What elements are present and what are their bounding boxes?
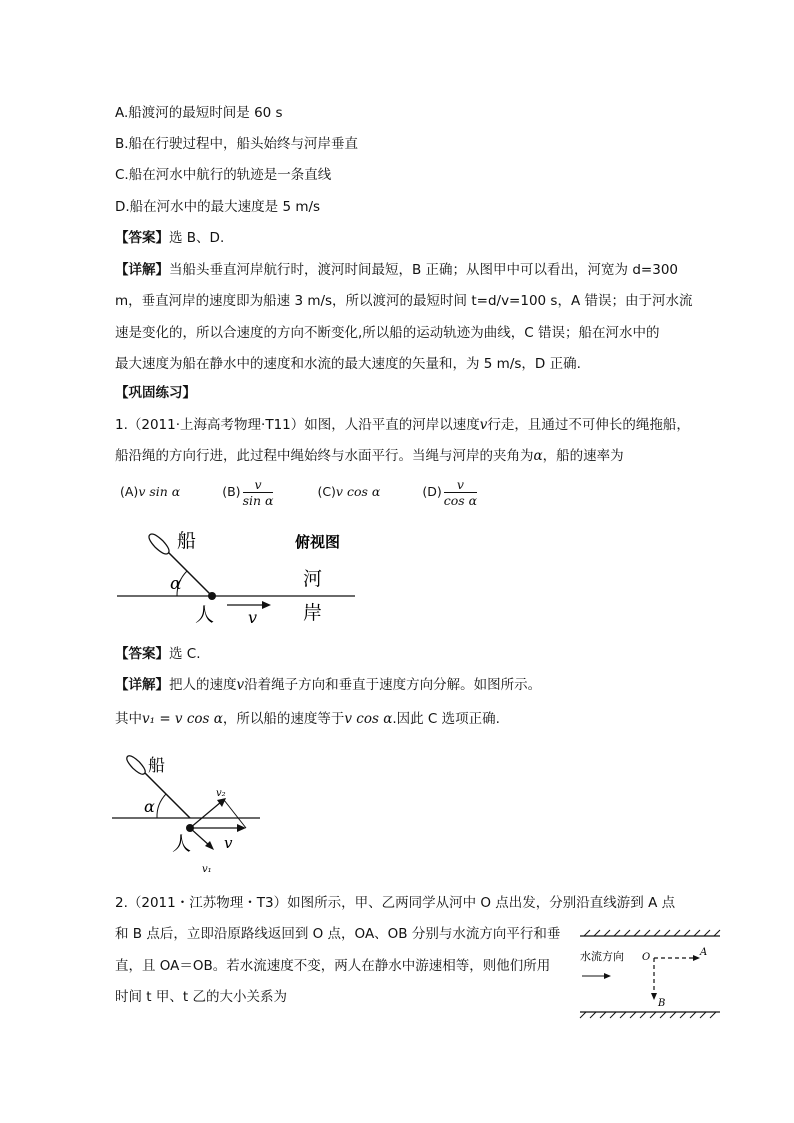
option-expr: v cos α bbox=[335, 484, 381, 499]
boat-label: 船 bbox=[148, 756, 165, 776]
q1-option-c bbox=[317, 474, 380, 510]
v-label: v bbox=[248, 608, 258, 627]
section-title: 【巩固练习】 bbox=[115, 385, 196, 401]
angle-arc bbox=[157, 794, 166, 818]
q2-line-2: 和 B 点后，立即沿原路线返回到 O 点，OA、OB 分别与水流方向平行和垂 bbox=[115, 926, 561, 942]
q1-text: 1.（2011·上海高考物理·T11）如图，人沿平直的河岸以速度 bbox=[115, 417, 480, 433]
option-label: (C) bbox=[317, 484, 336, 499]
q1-line-2 bbox=[115, 447, 624, 465]
top-bank-hatch bbox=[584, 930, 720, 936]
q1-line-1 bbox=[115, 416, 690, 434]
arrow-head bbox=[604, 973, 611, 979]
q1-var-v: v bbox=[479, 417, 488, 433]
option-c: C.船在河水中航行的轨迹是一条直线 bbox=[115, 167, 332, 183]
top-view-label: 俯视图 bbox=[295, 533, 341, 551]
boat-shape bbox=[124, 753, 147, 776]
option-b: B.船在行驶过程中，船头始终与河岸垂直 bbox=[115, 136, 359, 152]
flow-label: 水流方向 bbox=[580, 950, 624, 963]
prev-detail-line-4: 最大速度为船在静水中的速度和水流的最大速度的矢量和，为 5 m/s，D 正确. bbox=[115, 356, 581, 372]
arrow-head bbox=[651, 993, 657, 1000]
eq-expr: v₁ = v cos α bbox=[142, 711, 223, 727]
point-o-label: O bbox=[642, 952, 651, 963]
eq-text: ，所以船的速度等于 bbox=[222, 711, 345, 727]
q1-detail bbox=[115, 676, 541, 694]
q2-line-1: 2.（2011・江苏物理・T3）如图所示，甲、乙两同学从河中 O 点出发，分别沿直线游到 A 点 bbox=[115, 895, 676, 911]
option-a: A.船渡河的最短时间是 60 s bbox=[115, 105, 283, 121]
q1-text: 船沿绳的方向行进，此过程中绳始终与水面平行。当绳与河岸的夹角为 bbox=[115, 448, 534, 464]
answer-text: 选 C. bbox=[169, 646, 201, 662]
detail-text: 把人的速度 bbox=[169, 677, 237, 693]
person-dot bbox=[208, 592, 216, 600]
prev-detail-line-2: m，垂直河岸的速度即为船速 3 m/s，所以渡河的最短时间 t=d/v=100 s，A 错误；由于河水流 bbox=[115, 293, 693, 309]
boat-label: 船 bbox=[177, 530, 197, 552]
alpha-label: α bbox=[170, 574, 182, 594]
q2-line-3: 直，且 OA＝OB。若水流速度不变，两人在静水中游速相等，则他们所用 bbox=[115, 958, 551, 974]
option-expr: v sin α bbox=[138, 484, 181, 499]
answer-text: 选 B、D. bbox=[169, 230, 225, 246]
numerator: v bbox=[243, 477, 274, 493]
arrow-head bbox=[237, 824, 246, 832]
detail-tag: 【详解】 bbox=[115, 262, 169, 278]
option-label: (D) bbox=[422, 484, 442, 499]
option-label: (A) bbox=[120, 484, 139, 499]
q1-options bbox=[120, 474, 517, 510]
prev-detail-line-3: 速是变化的，所以合速度的方向不断变化,所以船的运动轨迹为曲线，C 错误；船在河水中的 bbox=[115, 325, 660, 341]
arrow-head bbox=[693, 955, 700, 961]
arrow-head bbox=[217, 798, 226, 807]
river-label: 河 bbox=[303, 568, 323, 590]
q1-text: 行走，且通过不可伸长的绳拖船， bbox=[487, 417, 690, 433]
q1-text: ，船的速率为 bbox=[542, 448, 624, 464]
eq-text: 其中 bbox=[115, 711, 142, 727]
q2-figure bbox=[576, 922, 724, 1022]
bank-label: 岸 bbox=[303, 602, 323, 624]
detail-tag: 【详解】 bbox=[115, 677, 169, 693]
q1-option-d bbox=[422, 474, 479, 510]
detail-var-v: v bbox=[236, 677, 245, 693]
q1-decomposition-figure bbox=[110, 752, 270, 877]
bottom-bank-hatch bbox=[580, 1012, 716, 1018]
answer-tag: 【答案】 bbox=[115, 230, 169, 246]
detail-text: 当船头垂直河岸航行时，渡河时间最短，B 正确；从图甲中可以看出，河宽为 d=300 bbox=[169, 262, 678, 278]
q2-line-4: 时间 t 甲、t 乙的大小关系为 bbox=[115, 989, 287, 1005]
q1-answer bbox=[115, 645, 201, 663]
point-a-label: A bbox=[700, 947, 708, 958]
detail-text: 沿着绳子方向和垂直于速度方向分解。如图所示。 bbox=[244, 677, 542, 693]
eq-expr: v cos α bbox=[344, 711, 393, 727]
denominator: sin α bbox=[242, 493, 274, 508]
helper-line bbox=[224, 800, 246, 828]
v-label: v bbox=[224, 834, 233, 852]
denominator: cos α bbox=[443, 493, 478, 508]
alpha-label: α bbox=[144, 797, 155, 816]
answer-tag: 【答案】 bbox=[115, 646, 169, 662]
point-b-label: B bbox=[658, 998, 666, 1009]
person-label: 人 bbox=[172, 833, 192, 855]
q1-figure bbox=[115, 525, 365, 630]
v2-label: v₂ bbox=[216, 788, 226, 799]
numerator: v bbox=[444, 477, 477, 493]
q1-option-b bbox=[222, 474, 275, 510]
q1-var-alpha: α bbox=[533, 448, 543, 464]
prev-detail-line-1 bbox=[115, 261, 678, 279]
person-label: 人 bbox=[195, 604, 215, 626]
q1-option-a bbox=[120, 474, 180, 510]
eq-text: .因此 C 选项正确. bbox=[392, 711, 500, 727]
fraction bbox=[243, 477, 274, 508]
fraction bbox=[444, 477, 477, 508]
option-label: (B) bbox=[222, 484, 241, 499]
option-d: D.船在河水中的最大速度是 5 m/s bbox=[115, 199, 321, 215]
v1-vector bbox=[190, 828, 210, 846]
arrow-head bbox=[262, 601, 271, 609]
prev-answer bbox=[115, 229, 224, 247]
v2-vector bbox=[190, 802, 221, 828]
v1-label: v₁ bbox=[202, 864, 212, 875]
q1-equation bbox=[115, 710, 500, 728]
